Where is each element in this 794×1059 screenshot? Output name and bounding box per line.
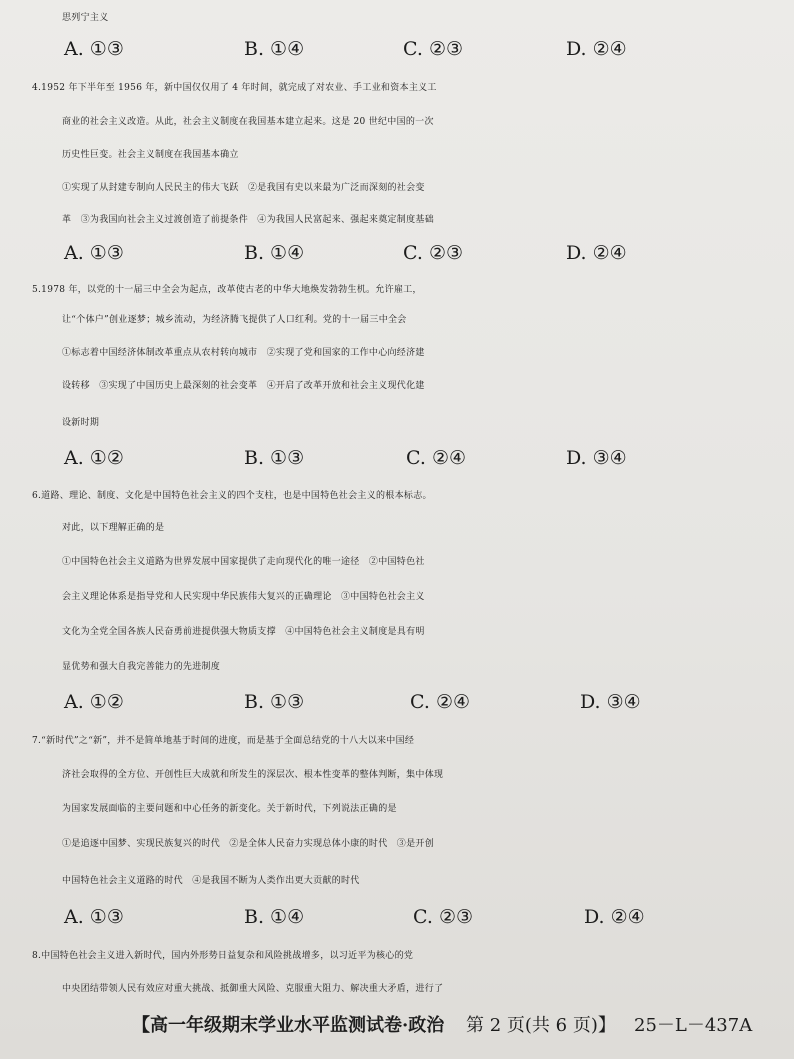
q6-stem-line: 6.道路、理论、制度、文化是中国特色社会主义的四个支柱，也是中国特色社会主义的根本标志。 [32, 491, 432, 501]
q4-stem-line: 历史性巨变。社会主义制度在我国基本确立 [62, 150, 239, 160]
q4-options [0, 241, 794, 265]
q4-stem-line: 4.1952 年下半年至 1956 年，新中国仅仅用了 4 年时间，就完成了对农业、手工业和资本主义工 [32, 83, 437, 93]
footer-page-number: 第 2 页(共 6 页)】 [466, 1015, 616, 1036]
q7-statement-line: ①是追逐中国梦、实现民族复兴的时代 ②是全体人民奋力实现总体小康的时代 ③是开创 [62, 839, 435, 849]
page-footer [0, 1012, 794, 1040]
footer-paper-code: 25－L－437A [634, 1015, 753, 1036]
q4-option-d: D. ②④ [566, 242, 627, 264]
q3-options [0, 37, 794, 61]
q6-option-d: D. ③④ [580, 691, 641, 713]
q7-option-c: C. ②③ [413, 906, 474, 928]
q5-stem-line: 让“个体户”创业逐梦；城乡流动，为经济腾飞提供了人口红利。党的十一届三中全会 [62, 315, 407, 325]
q3-option-c: C. ②③ [403, 38, 464, 60]
q3-continuation-line: 思列宁主义 [62, 13, 109, 23]
q5-option-b: B. ①③ [244, 447, 305, 469]
q6-statement-line: 会主义理论体系是指导党和人民实现中华民族伟大复兴的正确理论 ③中国特色社会主义 [62, 592, 425, 602]
q4-option-c: C. ②③ [403, 242, 464, 264]
q5-statement-line: 设新时期 [62, 418, 100, 428]
q6-statement-line: ①中国特色社会主义道路为世界发展中国家提供了走向现代化的唯一途径 ②中国特色社 [62, 557, 425, 567]
q5-statement-line: 设转移 ③实现了中国历史上最深刻的社会变革 ④开启了改革开放和社会主义现代化建 [62, 381, 425, 391]
q5-options [0, 446, 794, 470]
q7-stem-line: 济社会取得的全方位、开创性巨大成就和所发生的深层次、根本性变革的整体判断，集中体现 [62, 770, 444, 780]
q7-option-d: D. ②④ [584, 906, 645, 928]
q4-statement-line: ①实现了从封建专制向人民民主的伟大飞跃 ②是我国有史以来最为广泛而深刻的社会变 [62, 183, 425, 193]
q3-option-d: D. ②④ [566, 38, 627, 60]
q3-option-a: A. ①③ [64, 38, 124, 60]
q7-options [0, 905, 794, 929]
q6-option-b: B. ①③ [244, 691, 305, 713]
q5-option-d: D. ③④ [566, 447, 627, 469]
q8-stem-line: 中央团结带领人民有效应对重大挑战、抵御重大风险、克服重大阻力、解决重大矛盾，进行了 [62, 984, 444, 994]
q5-option-c: C. ②④ [406, 447, 467, 469]
q4-statement-line: 革 ③为我国向社会主义过渡创造了前提条件 ④为我国人民富起来、强起来奠定制度基础 [62, 215, 435, 225]
q6-options [0, 690, 794, 714]
q7-statement-line: 中国特色社会主义道路的时代 ④是我国不断为人类作出更大贡献的时代 [62, 876, 360, 886]
q7-option-a: A. ①③ [64, 906, 124, 928]
q5-stem-line: 5.1978 年，以党的十一届三中全会为起点，改革使古老的中华大地焕发勃勃生机。允许雇工， [32, 285, 422, 295]
q5-statement-line: ①标志着中国经济体制改革重点从农村转向城市 ②实现了党和国家的工作中心向经济建 [62, 348, 425, 358]
q7-stem-line: 为国家发展面临的主要问题和中心任务的新变化。关于新时代，下列说法正确的是 [62, 804, 397, 814]
q6-statement-line: 显优势和强大自我完善能力的先进制度 [62, 662, 221, 672]
q6-option-c: C. ②④ [410, 691, 471, 713]
q7-stem-line: 7.“新时代”之“新”，并不是简单地基于时间的进度，而是基于全面总结党的十八大以来中国经 [32, 736, 415, 746]
q6-statement-line: 文化为全党全国各族人民奋勇前进提供强大物质支撑 ④中国特色社会主义制度是具有明 [62, 627, 425, 637]
q4-option-a: A. ①③ [64, 242, 124, 264]
footer-exam-title: 【高一年级期末学业水平监测试卷·政治 [132, 1015, 445, 1036]
q5-option-a: A. ①② [64, 447, 124, 469]
q4-option-b: B. ①④ [244, 242, 305, 264]
q6-option-a: A. ①② [64, 691, 124, 713]
q7-option-b: B. ①④ [244, 906, 305, 928]
q4-stem-line: 商业的社会主义改造。从此，社会主义制度在我国基本建立起来。这是 20 世纪中国的一次 [62, 117, 434, 127]
q8-stem-line: 8.中国特色社会主义进入新时代，国内外形势日益复杂和风险挑战增多，以习近平为核心的党 [32, 951, 414, 961]
q6-stem-line: 对此，以下理解正确的是 [62, 523, 165, 533]
q3-option-b: B. ①④ [244, 38, 305, 60]
